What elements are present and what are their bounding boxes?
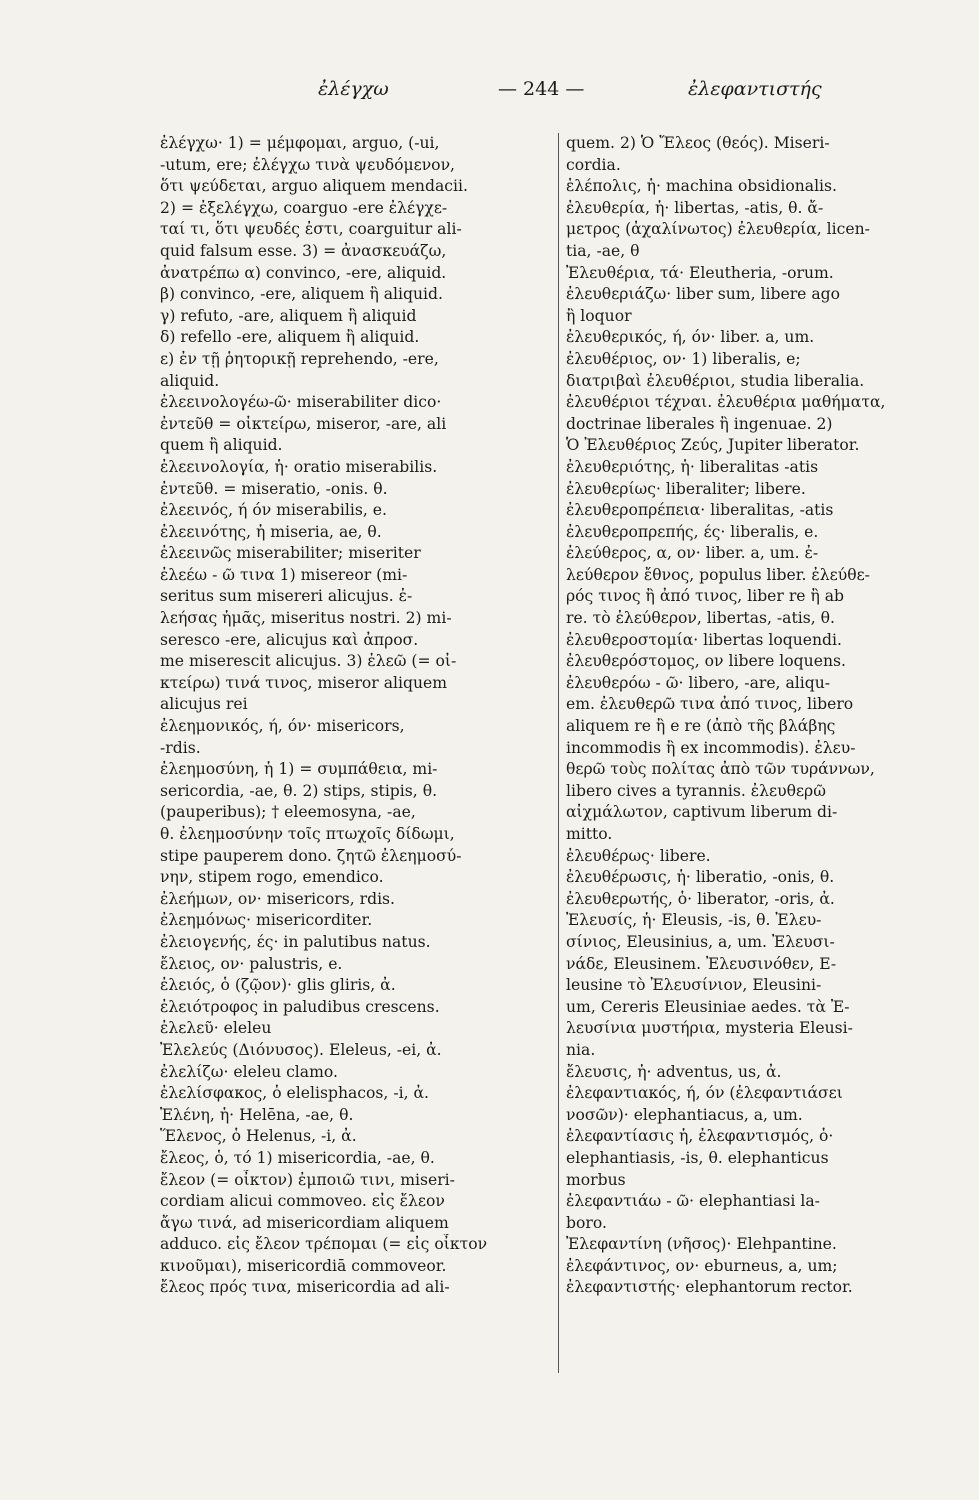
dictionary-line: ἔλεος πρός τινα, misericordia ad ali- (160, 1278, 450, 1297)
dictionary-line: β) convinco, -ere, aliquem ἢ aliquid. (160, 285, 443, 304)
dictionary-line: ἐλεεινός, ή όν miserabilis, e. (160, 501, 387, 520)
dictionary-line: quem ἢ aliquid. (160, 436, 283, 455)
dictionary-line: ἐλεήμων, ον· misericors, rdis. (160, 889, 396, 908)
dictionary-line: ἐλεέω - ῶ τινα 1) misereor (mi- (160, 565, 408, 584)
dictionary-line: aliquid. (160, 371, 220, 390)
dictionary-line: ἐλευθερωτής, ὁ· liberator, -oris, ἀ. (566, 889, 835, 908)
dictionary-line: ἐλευθέρωσις, ἡ· liberatio, -onis, θ. (566, 868, 835, 887)
dictionary-line: -utum, ere; ἐλέγχω τινὰ ψευδόμενον, (160, 155, 456, 174)
dictionary-line: ὅτι ψεύδεται, arguo aliquem mendacii. (160, 177, 468, 196)
dictionary-line: λεήσας ἡμᾶς, miseritus nostri. 2) mi- (160, 609, 452, 628)
dictionary-line: ἐλεφαντιάω - ῶ· elephantiasi la- (566, 1192, 820, 1211)
dictionary-line: quem. 2) Ὁ Ἔλεος (θεός). Miseri- (566, 134, 830, 152)
dictionary-line: ἐλελίσφακος, ὁ elelisphacos, -i, ἀ. (160, 1084, 429, 1103)
dictionary-line: Ἐλεφαντίνη (νῆσος)· Elehpantine. (566, 1235, 837, 1254)
dictionary-line: ἑλέπολις, ἡ· machina obsidionalis. (566, 177, 838, 196)
dictionary-line: ἔλεος, ὁ, τό 1) misericordia, -ae, θ. (160, 1148, 435, 1167)
dictionary-line: leusine τὸ Ἐλευσίνιον, Eleusini- (566, 976, 822, 995)
dictionary-line: ἐλεφαντίασις ἡ, ἐλεφαντισμός, ὁ· (566, 1127, 834, 1146)
dictionary-line: ἐλεεινῶς miserabiliter; miseriter (160, 544, 421, 563)
dictionary-line: ἐλειογενής, ές· in palutibus natus. (160, 932, 431, 951)
dictionary-line: μετρος (ἀχαλίνωτος) ἐλευθερία, licen- (566, 220, 870, 239)
dictionary-line: ἐλευθερία, ἡ· libertas, -atis, θ. ἄ- (566, 198, 824, 217)
dictionary-line: κτείρω) τινά τινος, miseror aliquem (160, 673, 448, 692)
dictionary-line: um, Cereris Eleusiniae aedes. τὰ Ἐ- (566, 997, 850, 1016)
dictionary-line: em. ἐλευθερῶ τινα ἀπό τινος, libero (566, 695, 854, 714)
dictionary-line: seresco -ere, alicujus καὶ ἀπροσ. (160, 630, 419, 649)
dictionary-line: ἐλεημονικός, ή, όν· misericors, (160, 717, 405, 736)
dictionary-line: cordiam alicui commoveo. εἰς ἔλεον (160, 1192, 445, 1211)
dictionary-line: -rdis. (160, 738, 201, 757)
dictionary-line: νοσῶν)· elephantiacus, a, um. (566, 1105, 803, 1124)
dictionary-line: alicujus rei (160, 695, 248, 714)
dictionary-line: aliquem re ἢ e re (ἀπὸ τῆς βλάβης (566, 717, 836, 736)
dictionary-line: ἐλελίζω· eleleu clamo. (160, 1062, 338, 1081)
dictionary-line: ἢ loquor (566, 306, 632, 325)
header-last-word: ἐλεφαντιστής (688, 78, 822, 100)
dictionary-line: λευσίνια μυστήρια, mysteria Eleusi- (566, 1019, 853, 1038)
dictionary-line: ἐλεεινολογέω-ῶ· miserabiliter dico· (160, 393, 442, 412)
dictionary-line: αἰχμάλωτον, captivum liberum di- (566, 803, 838, 822)
dictionary-line: ἐλευθεροπρέπεια· liberalitas, -atis (566, 501, 834, 520)
dictionary-line: ἐλευθερόω - ῶ· libero, -are, aliqu- (566, 673, 831, 692)
dictionary-line: doctrinae liberales ἢ ingenuae. 2) (566, 414, 833, 433)
header-first-word: ἐλέγχω (318, 78, 389, 100)
dictionary-line: elephantiasis, -is, θ. elephanticus (566, 1148, 829, 1167)
dictionary-line: ἐλέγχω· 1) = μέμφομαι, arguo, (-ui, (160, 134, 440, 152)
dictionary-line: ἐλευθεροπρεπής, ές· liberalis, e. (566, 522, 819, 541)
dictionary-line: ἐλευθεριότης, ἡ· liberalitas -atis (566, 457, 819, 476)
dictionary-line: ἐντεῦθ = οἰκτείρω, miseror, -are, ali (160, 414, 447, 433)
dictionary-line: ἀνατρέπω α) convinco, -ere, aliquid. (160, 263, 447, 282)
dictionary-line: ε) ἐν τῇ ῥητορικῇ reprehendo, -ere, (160, 349, 439, 368)
dictionary-line: ἐλευθέρως· libere. (566, 846, 711, 865)
dictionary-line: ἔλειος, ον· palustris, e. (160, 954, 343, 973)
running-header (0, 78, 979, 114)
dictionary-line: διατριβαὶ ἐλευθέριοι, studia liberalia. (566, 371, 865, 390)
dictionary-line: ἐλεημοσύνη, ἡ 1) = συμπάθεια, mi- (160, 760, 438, 779)
dictionary-line: ἐλευθερικός, ή, όν· liber. a, um. (566, 328, 815, 347)
dictionary-line: ἐλεύθερος, α, ον· liber. a, um. ἐ- (566, 544, 819, 563)
dictionary-line: 2) = ἐξελέγχω, coarguo -ere ἐλέγχε- (160, 198, 448, 217)
dictionary-line: ἐλεφαντιακός, ή, όν (ἐλεφαντιάσει (566, 1084, 843, 1103)
dictionary-line: ἐλεφαντιστής· elephantorum rector. (566, 1278, 853, 1297)
dictionary-line: γ) refuto, -are, aliquem ἢ aliquid (160, 306, 417, 325)
dictionary-line: me miserescit alicujus. 3) ἐλεῶ (= οἰ- (160, 652, 457, 671)
dictionary-line: ἐλειός, ὁ (ζῷον)· glis gliris, ἀ. (160, 976, 396, 995)
dictionary-line: κινοῦμαι), misericordiā commoveor. (160, 1256, 447, 1275)
dictionary-line: quid falsum esse. 3) = ἀνασκευάζω, (160, 241, 447, 260)
dictionary-line: ταί τι, ὅτι ψευδές ἐστι, coarguitur ali- (160, 220, 462, 239)
dictionary-line: morbus (566, 1170, 626, 1189)
dictionary-line: Ἐλελεύς (Διόνυσος). Eleleus, -ei, ἀ. (160, 1040, 442, 1059)
dictionary-line: θ. ἐλεημοσύνην τοῖς πτωχοῖς δίδωμι, (160, 825, 455, 843)
dictionary-line: ἐλευθερίως· liberaliter; libere. (566, 479, 806, 498)
dictionary-line: sericordia, -ae, θ. 2) stips, stipis, θ. (160, 781, 438, 800)
dictionary-line: Ἐλευσίς, ἡ· Eleusis, -is, θ. Ἐλευ- (566, 911, 822, 930)
dictionary-line: ἐλειότροφος in paludibus crescens. (160, 997, 440, 1016)
dictionary-line: Ὁ Ἐλευθέριος Ζεύς, Jupiter liberator. (566, 436, 860, 455)
left-column (160, 133, 550, 1299)
dictionary-line: δ) refello -ere, aliquem ἢ aliquid. (160, 328, 420, 347)
dictionary-line: νάδε, Eleusinem. Ἐλευσινόθεν, E- (566, 954, 837, 973)
dictionary-line: ἐλεφάντινος, ον· eburneus, a, um; (566, 1256, 838, 1275)
dictionary-line: ἐντεῦθ. = miseratio, -onis. θ. (160, 479, 388, 498)
dictionary-line: boro. (566, 1213, 607, 1232)
dictionary-line: νην, stipem rogo, emendico. (160, 868, 384, 887)
dictionary-line: ρός τινος ἢ ἀπό τινος, liber re ἢ ab (566, 587, 845, 606)
dictionary-line: cordia. (566, 155, 621, 174)
dictionary-line: ἐλευθέριος, ον· 1) liberalis, e; (566, 349, 801, 368)
dictionary-line: ἐλευθεροστομία· libertas loquendi. (566, 630, 842, 649)
column-divider (558, 133, 559, 1373)
dictionary-line: Ἑλένη, ἡ· Helēna, -ae, θ. (160, 1105, 354, 1124)
dictionary-line: seritus sum misereri alicujus. ἐ- (160, 587, 413, 606)
dictionary-line: ἔλευσις, ἡ· adventus, us, ἀ. (566, 1062, 782, 1081)
dictionary-line: ἐλελεῦ· eleleu (160, 1019, 272, 1038)
dictionary-line: ἐλευθεριάζω· liber sum, libere ago (566, 285, 841, 304)
dictionary-line: adduco. εἰς ἔλεον τρέπομαι (= εἰς οἶκτον (160, 1235, 488, 1254)
dictionary-line: ἐλευθέριοι τέχναι. ἐλευθέρια μαθήματα, (566, 393, 886, 412)
dictionary-line: Ἕλενος, ὁ Helenus, -i, ἀ. (160, 1127, 357, 1146)
dictionary-line: libero cives a tyrannis. ἐλευθερῶ (566, 781, 826, 800)
dictionary-line: Ἐλευθέρια, τά· Eleutheria, -orum. (566, 263, 834, 282)
dictionary-line: ἔλεον (= οἶκτον) ἐμποιῶ τινι, miseri- (160, 1170, 455, 1189)
dictionary-line: ἄγω τινά, ad misericordiam aliquem (160, 1213, 449, 1232)
dictionary-line: σίνιος, Eleusinius, a, um. Ἐλευσι- (566, 932, 835, 951)
dictionary-line: λεύθερον ἔθνος, populus liber. ἐλεύθε- (566, 565, 870, 584)
dictionary-line: ἐλεεινολογία, ἡ· oratio miserabilis. (160, 457, 438, 476)
dictionary-line: mitto. (566, 825, 613, 843)
dictionary-line: tia, -ae, θ (566, 241, 640, 260)
dictionary-line: ἐλεημόνως· misericorditer. (160, 911, 373, 930)
dictionary-line: (pauperibus); † eleemosyna, -ae, (160, 803, 416, 822)
right-column (566, 133, 934, 1299)
dictionary-line: stipe pauperem dono. ζητῶ ἐλεημοσύ- (160, 846, 462, 865)
dictionary-line: θερῶ τοὺς πολίτας ἀπὸ τῶν τυράννων, (566, 760, 875, 779)
dictionary-line: re. τὸ ἐλεύθερον, libertas, -atis, θ. (566, 609, 835, 628)
dictionary-line: ἐλεεινότης, ἡ miseria, ae, θ. (160, 522, 382, 541)
dictionary-line: incommodis ἢ ex incommodis). ἐλευ- (566, 738, 856, 757)
dictionary-line: ἐλευθερόστομος, ον libere loquens. (566, 652, 846, 671)
page-number: — 244 — (498, 78, 585, 100)
dictionary-line: nia. (566, 1040, 596, 1059)
